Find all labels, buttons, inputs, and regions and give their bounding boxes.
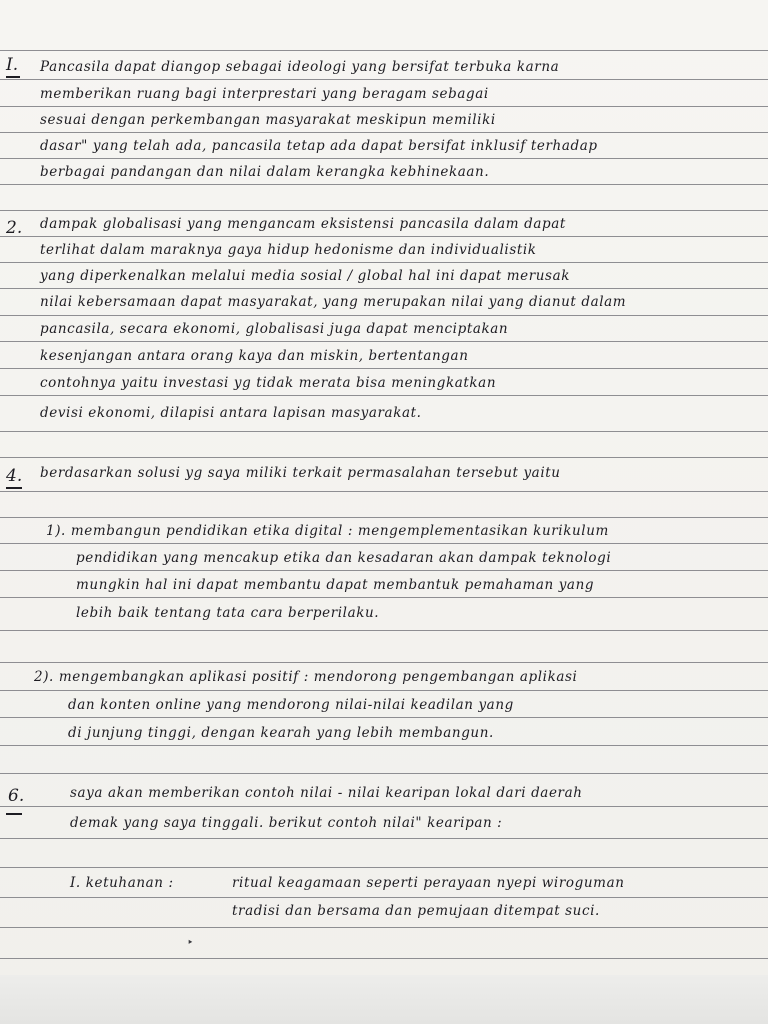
ruled-line: [0, 717, 768, 718]
section-1-line-3: sesuai dengan perkembangan masyarakat meskipun memiliki: [40, 112, 496, 128]
ruled-line: [0, 927, 768, 928]
section-2-line-7: contohnya yaitu investasi yg tidak merata bisa meningkatkan: [40, 375, 497, 391]
section-4-number-underline: [6, 487, 22, 489]
section-2-line-4: nilai kebersamaan dapat masyarakat, yang merupakan nilai yang dianut dalam: [40, 294, 627, 310]
ruled-line: [0, 491, 768, 492]
section-1-line-4: dasar" yang telah ada, pancasila tetap ada dapat bersifat inklusif terhadap: [40, 138, 598, 154]
ruled-line: [0, 690, 768, 691]
section-4-item-1-line-3: mungkin hal ini dapat membantu dapat membantuk pemahaman yang: [76, 577, 595, 593]
section-4-item-1-line-4: lebih baik tentang tata cara berperilaku.: [76, 605, 380, 621]
ruled-line: [0, 184, 768, 185]
ruled-line: [0, 597, 768, 598]
section-4-item-1-line-2: pendidikan yang mencakup etika dan kesadaran akan dampak teknologi: [76, 550, 612, 566]
ruled-line: [0, 315, 768, 316]
ruled-line: [0, 806, 768, 807]
section-1-number: I.: [6, 55, 19, 75]
ruled-line: [0, 662, 768, 663]
ruled-line: [0, 368, 768, 369]
section-2-line-1: dampak globalisasi yang mengancam eksistensi pancasila dalam dapat: [40, 216, 566, 232]
section-6-line-2: demak yang saya tinggali. berikut contoh nilai" kearipan :: [70, 815, 503, 831]
section-2-line-8: devisi ekonomi, dilapisi antara lapisan masyarakat.: [40, 405, 422, 421]
stray-pen-mark: ‣: [187, 936, 194, 949]
section-1-line-1: Pancasila dapat diangop sebagai ideologi yang bersifat terbuka karna: [40, 59, 560, 75]
ruled-line: [0, 132, 768, 133]
ruled-line: [0, 517, 768, 518]
section-6-sub-line-2: tradisi dan bersama dan pemujaan ditempat suci.: [232, 903, 600, 919]
section-4-number: 4.: [6, 466, 23, 486]
section-6-line-1: saya akan memberikan contoh nilai - nilai kearipan lokal dari daerah: [70, 785, 583, 801]
section-6-number-underline: [6, 813, 22, 815]
ruled-line: [0, 897, 768, 898]
section-4-item-2-line-2: dan konten online yang mendorong nilai-nilai keadilan yang: [68, 697, 514, 713]
ruled-line: [0, 431, 768, 432]
section-2-line-3: yang diperkenalkan melalui media sosial / global hal ini dapat merusak: [40, 268, 571, 284]
ruled-line: [0, 745, 768, 746]
section-2-line-2: terlihat dalam maraknya gaya hidup hedonisme dan individualistik: [40, 242, 537, 258]
ruled-line: [0, 236, 768, 237]
ruled-line: [0, 543, 768, 544]
ruled-line: [0, 457, 768, 458]
ruled-line: [0, 106, 768, 107]
ruled-line: [0, 958, 768, 959]
ruled-line: [0, 630, 768, 631]
section-4-item-1-line-1: 1). membangun pendidikan etika digital : mengemplementasikan kurikulum: [46, 523, 609, 539]
section-2-line-5: pancasila, secara ekonomi, globalisasi juga dapat menciptakan: [40, 321, 509, 337]
section-1-line-5: berbagai pandangan dan nilai dalam kerangka kebhinekaan.: [40, 164, 490, 180]
ruled-line: [0, 773, 768, 774]
section-1-number-underline: [6, 76, 20, 78]
section-6-sub-label: I. ketuhanan :: [70, 875, 174, 891]
ruled-line: [0, 838, 768, 839]
ruled-line: [0, 570, 768, 571]
section-4-item-2-line-1: 2). mengembangkan aplikasi positif : mendorong pengembangan aplikasi: [34, 669, 578, 685]
section-6-number: 6.: [8, 786, 25, 806]
ruled-line: [0, 288, 768, 289]
section-6-sub-line-1: ritual keagamaan seperti perayaan nyepi wiroguman: [232, 875, 625, 891]
ruled-line: [0, 262, 768, 263]
section-4-item-2-line-3: di junjung tinggi, dengan kearah yang lebih membangun.: [68, 725, 494, 741]
section-1-line-2: memberikan ruang bagi interprestari yang beragam sebagai: [40, 86, 489, 102]
page-bottom-edge: [0, 975, 768, 1024]
section-2-line-6: kesenjangan antara orang kaya dan miskin, bertentangan: [40, 348, 469, 364]
ruled-line: [0, 79, 768, 80]
section-4-intro: berdasarkan solusi yg saya miliki terkait permasalahan tersebut yaitu: [40, 465, 561, 481]
ruled-line: [0, 867, 768, 868]
section-2-number: 2.: [6, 218, 23, 238]
ruled-line: [0, 395, 768, 396]
ruled-line: [0, 341, 768, 342]
ruled-line: [0, 158, 768, 159]
ruled-line: [0, 50, 768, 51]
ruled-line: [0, 210, 768, 211]
